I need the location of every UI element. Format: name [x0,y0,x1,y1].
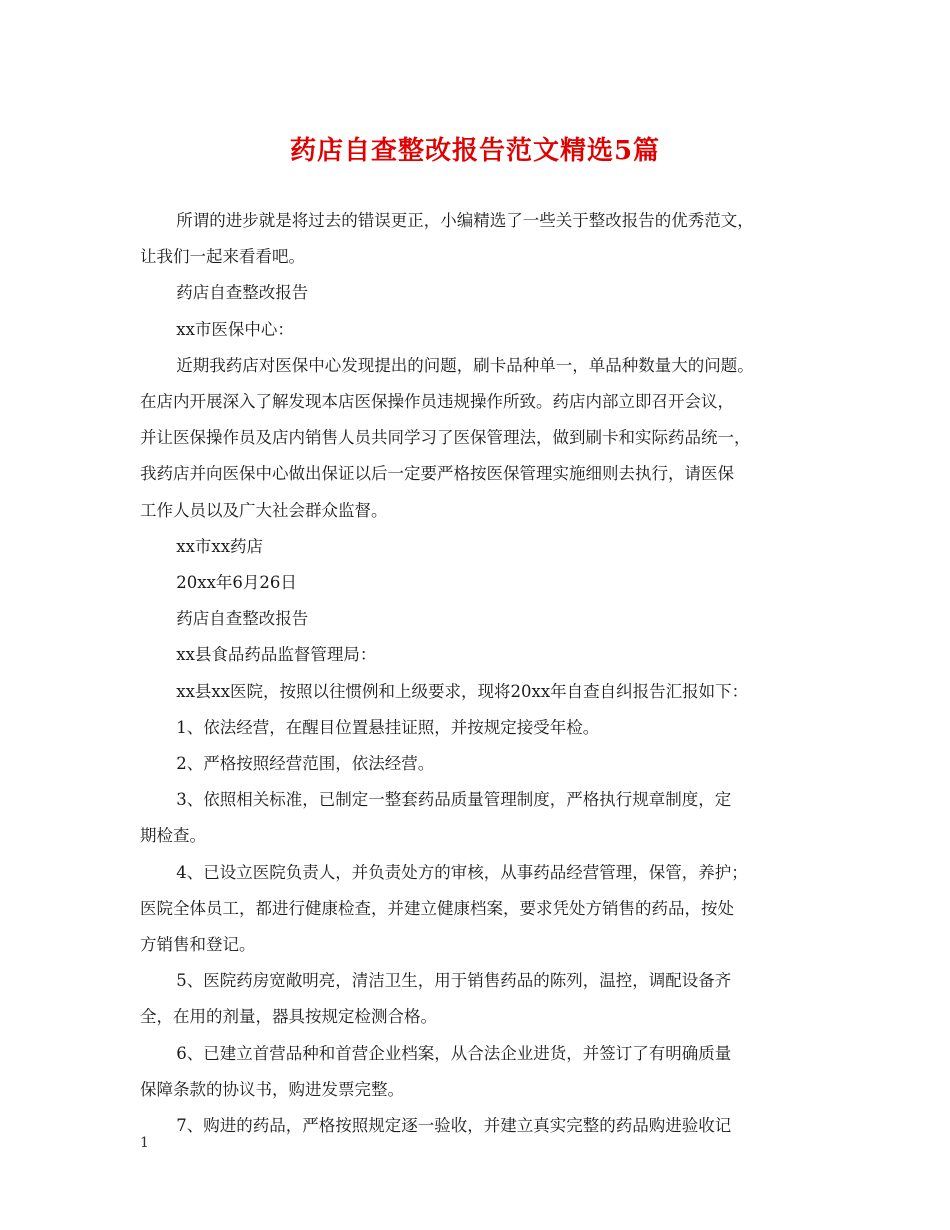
body-line: 1、依法经营，在醒目位置悬挂证照，并按规定接受年检。 [176,717,600,737]
body-line: 5、医院药房宽敞明亮，清洁卫生，用于销售药品的陈列，温控，调配设备齐 [176,971,732,991]
body-line: 3、依照相关标准，已制定一整套药品质量管理制度，严格执行规章制度，定 [176,790,732,810]
body-line: 药店自查整改报告 [176,283,309,303]
body-line: 保障条款的协议书，购进发票完整。 [140,1079,404,1099]
document-body [140,203,830,1144]
body-line: 并让医保操作员及店内销售人员共同学习了医保管理法，做到刷卡和实际药品统一， [140,428,751,448]
body-line: 2、严格按照经营范围，依法经营。 [176,754,435,774]
body-line: 近期我药店对医保中心发现提出的问题，刷卡品种单一，单品种数量大的问题。 [176,355,754,375]
body-line: 药店自查整改报告 [176,609,309,629]
body-line: 7、购进的药品，严格按照规定逐一验收，并建立真实完整的药品购进验收记 [176,1116,732,1136]
body-line: 4、已设立医院负责人，并负责处方的审核，从事药品经营管理，保管，养护； [176,862,748,882]
body-line: 工作人员以及广大社会群众监督。 [140,500,388,520]
body-line: 6、已建立首营品种和首营企业档案，从合法企业进货，并签订了有明确质量 [176,1043,732,1063]
page-number: 1 [140,1135,149,1151]
body-line: xx市xx药店 [176,536,264,556]
body-line: xx县xx医院，按照以往惯例和上级要求，现将20xx年自查自纠报告汇报如下： [176,681,749,701]
body-line: xx市医保中心： [176,319,294,339]
body-line: 我药店并向医保中心做出保证以后一定要严格按医保管理实施细则去执行，请医保 [140,464,734,484]
body-line: 医院全体员工，都进行健康检查，并建立健康档案，要求凭处方销售的药品，按处 [140,898,734,918]
body-line: 在店内开展深入了解发现本店医保操作员违规操作所致。药店内部立即召开会议， [140,392,734,412]
body-line: 让我们一起来看看吧。 [140,247,305,267]
document-title: 药店自查整改报告范文精选5篇 [289,136,661,166]
body-line: 全，在用的剂量，器具按规定检测合格。 [140,1007,437,1027]
body-line: xx县食品药品监督管理局： [176,645,377,665]
body-line: 所谓的进步就是将过去的错误更正，小编精选了一些关于整改报告的优秀范文， [176,211,754,230]
body-line: 期检查。 [140,826,206,846]
body-line: 20xx年6月26日 [176,573,297,593]
body-line: 方销售和登记。 [140,935,256,955]
